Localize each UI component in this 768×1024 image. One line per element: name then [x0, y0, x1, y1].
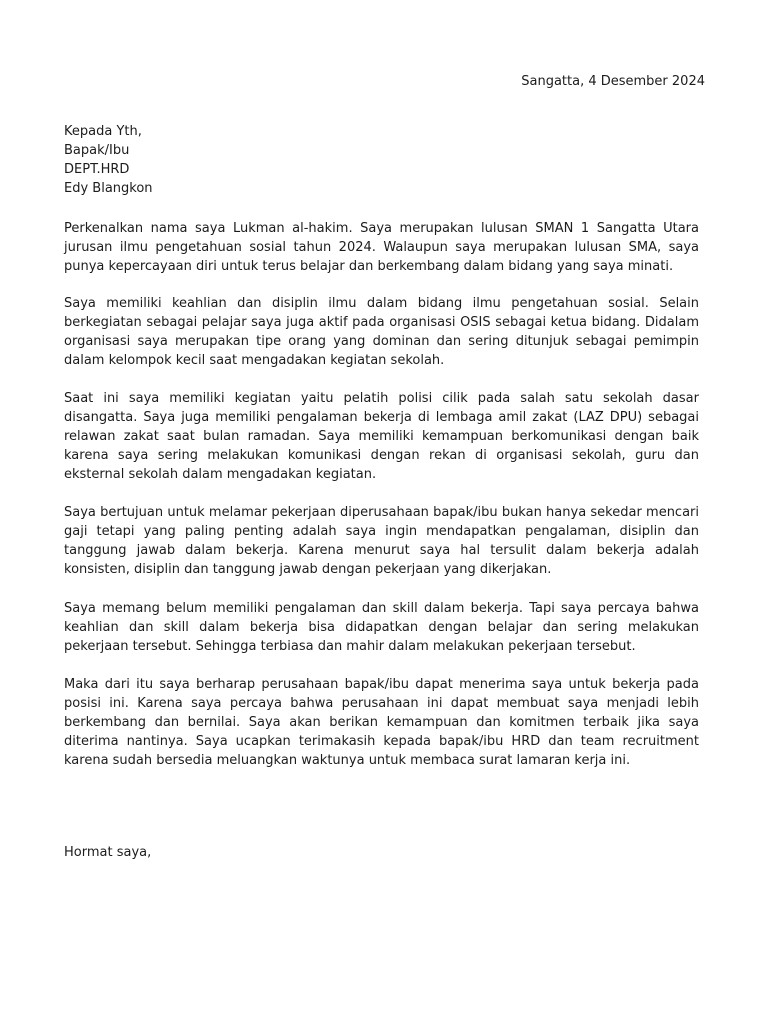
recipient-name: Edy Blangkon: [64, 181, 153, 196]
letter-date: Sangatta, 4 Desember 2024: [521, 74, 705, 89]
paragraph-motivation: Saya bertujuan untuk melamar pekerjaan diperusahaan bapak/ibu bukan hanya sekedar mencari gaji tetapi yang paling penting adalah saya ingin mendapatkan pengalaman, disiplin dan tanggung jawab dalam bekerja. Karena menurut saya hal tersulit dalam bekerja adalah konsisten, disiplin dan tanggung jawab dengan pekerjaan yang dikerjakan.: [64, 505, 699, 577]
paragraph-conclusion: Maka dari itu saya berharap perusahaan bapak/ibu dapat menerima saya untuk bekerja pada posisi ini. Karena saya percaya bahwa perusahaan ini dapat membuat saya menjadi lebih berkembang dan bernilai. Saya akan berikan kemampuan dan komitmen terbaik jika saya diterima nantinya. Saya ucapkan terimakasih kepada bapak/ibu HRD dan team recruitment karena sudah bersedia meluangkan waktunya untuk membaca surat lamaran kerja ini.: [64, 677, 699, 768]
recipient-salutation: Kepada Yth,: [64, 124, 142, 139]
paragraph-learning: Saya memang belum memiliki pengalaman dan skill dalam bekerja. Tapi saya percaya bahwa keahlian dan skill dalam bekerja bisa didapatkan dengan belajar dan sering melakukan pekerjaan tersebut. Sehingga terbiasa dan mahir dalam melakukan pekerjaan tersebut.: [64, 601, 699, 654]
paragraph-introduction: Perkenalkan nama saya Lukman al-hakim. Saya merupakan lulusan SMAN 1 Sangatta Utara jurusan ilmu pengetahuan sosial tahun 2024. Walaupun saya merupakan lulusan SMA, saya punya kepercayaan diri untuk terus belajar dan berkembang dalam bidang yang saya minati.: [64, 221, 699, 274]
recipient-title: Bapak/Ibu: [64, 143, 130, 158]
recipient-block: [64, 122, 153, 198]
closing-salutation: Hormat saya,: [64, 845, 152, 860]
paragraph-skills: Saya memiliki keahlian dan disiplin ilmu dalam bidang ilmu pengetahuan sosial. Selain berkegiatan sebagai pelajar saya juga aktif pada organisasi OSIS sebagai ketua bidang. Didalam organisasi saya merupakan tipe orang yang dominan dan sering ditunjuk sebagai pemimpin dalam kelompok kecil saat mengadakan kegiatan sekolah.: [64, 296, 699, 368]
paragraph-experience: Saat ini saya memiliki kegiatan yaitu pelatih polisi cilik pada salah satu sekolah dasar disangatta. Saya juga memiliki pengalaman bekerja di lembaga amil zakat (LAZ DPU) sebagai relawan zakat saat bulan ramadan. Saya memiliki kemampuan berkomunikasi dengan baik karena saya sering melakukan komunikasi dengan rekan di organisasi sekolah, guru dan eksternal sekolah dalam mengadakan kegiatan.: [64, 391, 699, 482]
recipient-department: DEPT.HRD: [64, 162, 130, 177]
